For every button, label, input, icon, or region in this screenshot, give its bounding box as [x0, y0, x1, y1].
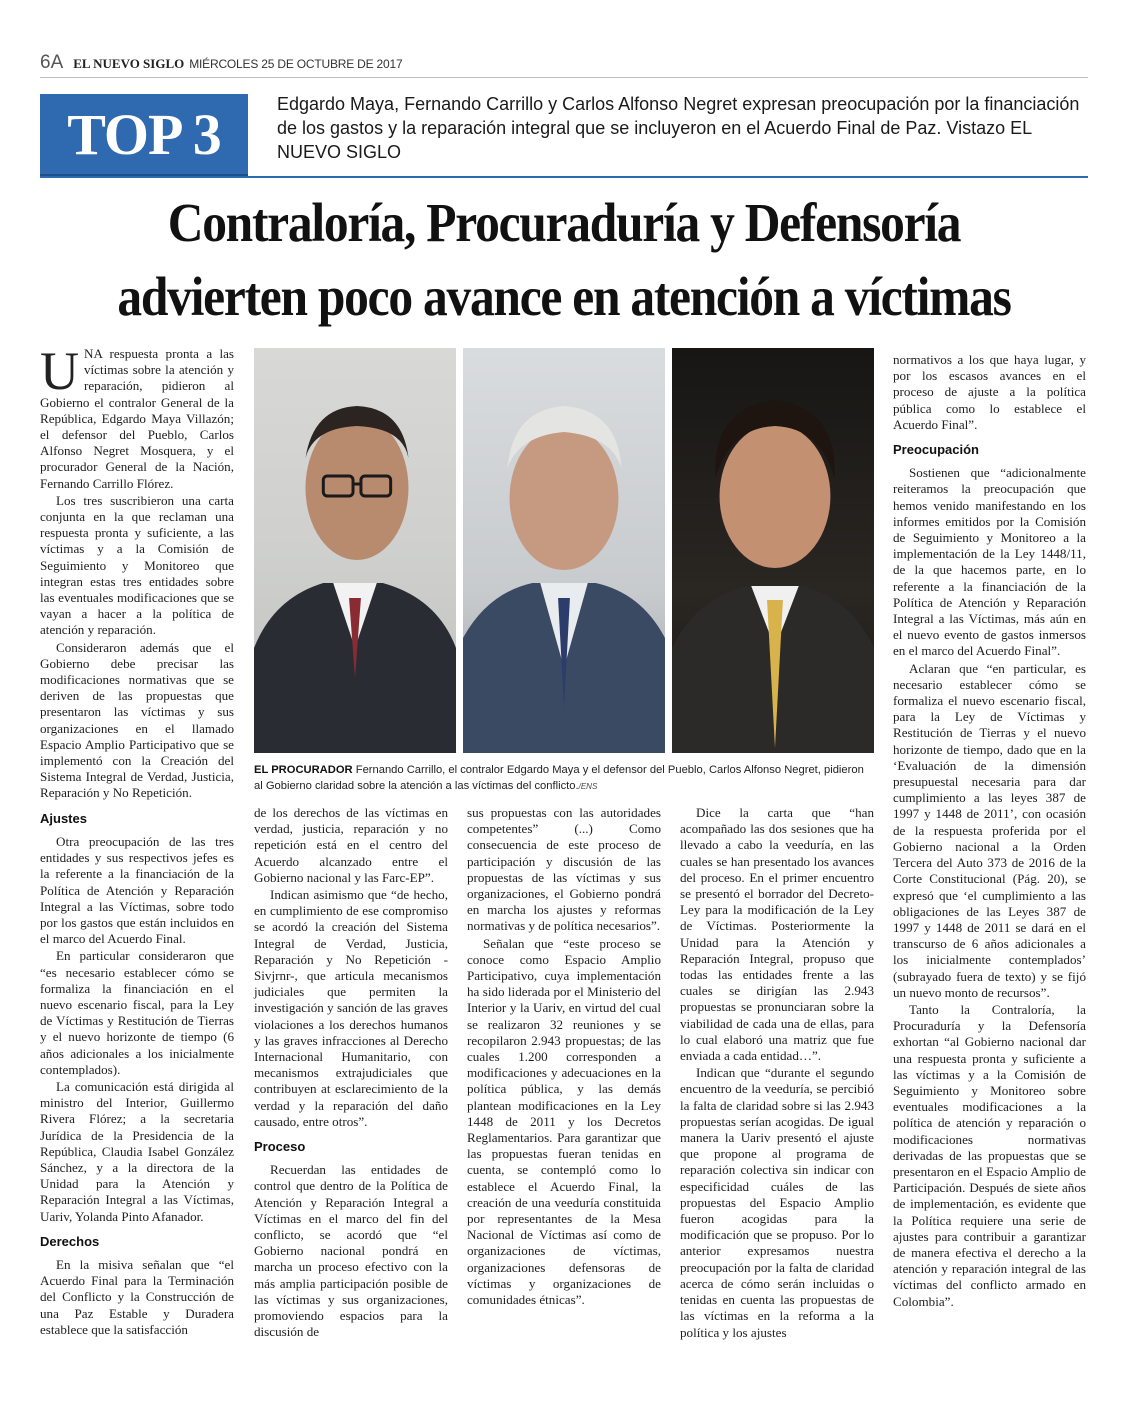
kicker-divider	[40, 176, 1088, 178]
portrait-man-glasses-icon	[254, 348, 456, 753]
paragraph: normativos a los que haya lugar, y por los escasos avances en el proceso de ajuste a la política pública como lo establece el Acuerdo Final”.	[893, 352, 1086, 432]
paragraph: La comunicación está dirigida al ministro del Interior, Guillermo Rivera Flórez; a la secretaria Jurídica de la Presidencia de la República, Claudia Isabel González Sánchez, y a la directora de la Unidad para la Atención y Reparación Integral a las Víctimas, Uariv, Yolanda Pinto Afanador.	[40, 1078, 234, 1224]
caption-label: EL PROCURADOR	[254, 764, 353, 776]
headline-line-1: Contraloría, Procuraduría y Defensoría	[167, 192, 961, 253]
page-number: 6A	[40, 52, 64, 73]
folio	[40, 52, 1088, 78]
paragraph: En la misiva señalan que “el Acuerdo Final para la Terminación del Conflicto y la Construcción de una Paz Estable y Duradera establece que la satisfacción	[40, 1256, 234, 1337]
article-column-4	[680, 805, 874, 1342]
subhead-proceso: Proceso	[254, 1139, 306, 1155]
paragraph: Indican asimismo que “de hecho, en cumplimiento de ese compromiso se acordó la creación del Sistema Integral de Verdad, Justicia, Reparación y No Repetición -Sivjrnr-, que articula mecanismos judiciales que permiten la investigación y sanción de las graves violaciones a los derechos humanos y las graves infracciones al Derecho Internacional Humanitario, con mecanismos extrajudiciales que contribuyen at esclarecimiento de la verdad y la reparación del daño causado, entre otros”.	[254, 887, 448, 1129]
headline	[92, 186, 1035, 334]
article-column-3	[467, 805, 661, 1309]
paragraph: Indican que “durante el segundo encuentro de la veeduría, se percibió la falta de claridad sobre si las 2.943 propuestas serían acogidas. De igual manera la Uariv presentó el ajuste que propone al programa de reparación colectiva sin indicar con especificidad cuáles de las propuestas del Espacio Amplio fueron acogidas para la modificación que se propuso. Por lo anterior expresamos nuestra preocupación por la falta de claridad acerca de cómo serán incluidas o tenidas en cuenta las propuestas de las víctimas en la reforma a la política y los ajustes	[680, 1065, 874, 1340]
photo-caption	[254, 762, 874, 795]
portrait-man-speaking-icon	[672, 348, 874, 753]
portrait-man-grey-hair-icon	[463, 348, 665, 753]
subhead-preocupacion: Preocupación	[893, 442, 979, 458]
photo-credit: /ENS	[578, 782, 598, 791]
paragraph: Consideraron además que el Gobierno debe precisar las modificaciones normativas que se deriven de las propuestas que presentaron las víctimas y sus organizaciones en el llamado Espacio Amplio Participativo que se implementó con la Creación del Sistema Integral de Verdad, Justicia, Reparación y No Repetición.	[40, 639, 234, 801]
subhead-derechos: Derechos	[40, 1233, 100, 1249]
paragraph: Recuerdan las entidades de control que dentro de la Política de Atención y Reparación Integral a Víctimas en el marco del fin del conflicto, se acordó que “el Gobierno nacional pondrá en marcha un proceso efectivo con la más amplia participación posible de las víctimas y sus organizaciones, promoviendo espacios para la discusión de	[254, 1162, 448, 1340]
article-column-2	[254, 805, 448, 1342]
photo-contralor	[463, 348, 665, 753]
headline-line-2: advierten poco avance en atención a víctimas	[117, 266, 1011, 327]
photo-defensor	[672, 348, 874, 753]
paragraph: Los tres suscribieron una carta conjunta en la que reclaman una respuesta pronta y suficiente, a las víctimas y a la Comisión de Seguimiento y Monitoreo que integran estas tres entidades sobre las eventuales modificaciones que se vayan a hacer a la política de atención y reparación.	[40, 492, 234, 638]
photo-procurador	[254, 348, 456, 753]
section-banner	[40, 94, 248, 178]
paragraph: sus propuestas con las autoridades competentes” (...) Como consecuencia de este proceso de participación y discusión de las propuestas de las víctimas y sus organizaciones, el Gobierno pondrá en marcha los ajustes y reformas normativas y de política necesarios”.	[467, 805, 661, 934]
photo-strip	[254, 348, 874, 753]
caption-text: Fernando Carrillo, el contralor Edgardo Maya y el defensor del Pueblo, Carlos Alfonso Negret, pidieron al Gobierno claridad sobre la atención a las víctimas del conflicto.	[254, 764, 864, 792]
paragraph: Dice la carta que “han acompañado las dos sesiones que ha llevado a cabo la veeduría, en las cuales se han presentado los avances del proceso. En el primer encuentro se presentó el borrador del Decreto-Ley para la modificación de la Ley de Víctimas. Posteriormente la Unidad para la Atención y Reparación Integral, propuso que todas las entidades frente a las cuales se dirigían las 2.943 propuestas se pronunciaran sobre la viabilidad de cada una de ellas, para lo cual elaboró una matriz que fue enviada a cada entidad…”.	[680, 805, 874, 1064]
paragraph: Señalan que “este proceso se conoce como Espacio Amplio Participativo, cuya implementación ha sido liderada por el Ministerio del Interior y la Uariv, en virtud del cual se realizaron 32 reuniones y se recopilaron 2.943 propuestas; de las cuales 1.200 corresponden a modificaciones y adecuaciones en la política pública, y las demás plantean modificaciones en la Ley 1448 de 2011 y los Decretos Reglamentarios. Para garantizar que las propuestas fueran tenidas en cuenta, se contempló como lo establece el Acuerdo Final, la creación de una veeduría constituida por representantes de la Mesa Nacional de Víctimas así como de organizaciones de víctimas, organizaciones defensoras de víctimas y organizaciones de comunidades étnicas”.	[467, 935, 661, 1308]
issue-date: MIÉRCOLES 25 DE OCTUBRE DE 2017	[189, 57, 403, 71]
article-column-1	[40, 341, 234, 1339]
paragraph: Otra preocupación de las tres entidades y sus respectivos jefes es la referente a la financiación de la Política de Atención y Reparación Integral a las Víctimas, sobre todo por los gastos que están incluidos en el marco del Acuerdo Final.	[40, 833, 234, 947]
newspaper-name: EL NUEVO SIGLO	[73, 56, 185, 71]
paragraph: En particular consideraron que “es necesario establecer cómo se formaliza la financiación en el nuevo escenario fiscal, para la Ley de Víctimas y Restitución de Tierras y el nuevo horizonte de tiempo (6 años adicionales a los inicialmente contemplados).	[40, 948, 234, 1077]
subhead-ajustes: Ajustes	[40, 810, 87, 826]
paragraph: Sostienen que “adicionalmente reiteramos la preocupación que hemos venido manifestando en los informes emitidos por la Comisión de Seguimiento y Monitoreo a la implementación de la Ley 1448/11, de la que hacemos parte, en lo referente a la financiación de la Política de Atención y Reparación Integral a las Víctimas, más aún en el nuevo evento de gastos inmersos en el marco del Acuerdo Final”.	[893, 465, 1086, 659]
paragraph: de los derechos de las víctimas en verdad, justicia, reparación y no repetición está en el centro del Acuerdo alcanzado entre el Gobierno nacional y las Farc-EP”.	[254, 805, 448, 885]
paragraph: Tanto la Contraloría, la Procuraduría y la Defensoría exhortan “al Gobierno nacional dar una respuesta pronta y suficiente a las víctimas y a la Comisión de Seguimiento y Monitoreo sobre eventuales modificaciones a la política de atención y reparación o modificaciones normativas derivadas de las propuestas que se presentaron en el Espacio Amplio de Participación. Después de siete años de implementación, es evidente que la Política requiere una serie de ajustes para contribuir a garantizar de manera efectiva el derecho a la atención y reparación integral de las víctimas del conflicto armado en Colombia”.	[893, 1001, 1086, 1309]
section-label: TOP 3	[67, 101, 221, 167]
article-column-5	[893, 352, 1086, 1311]
paragraph: Aclaran que “en particular, es necesario establecer cómo se formaliza el nuevo escenario fiscal, para la Ley de Víctimas y Restitución de Tierras y el nuevo horizonte de tiempo, dado que en la ‘Evaluación de la dimensión presupuestal necesaria para dar cumplimiento a las leyes 387 de 1997 y 1448 de 2011’, con ocasión de la respuesta proferida por el Gobierno nacional a la Orden Tercera del Auto 373 de 2016 de la Corte Constitucional (Pág. 20), se expresó que ‘el cumplimiento a las obligaciones de las Leyes 387 de 1997 y 1448 de 2011 se dará en el transcurso de 6 años adicionales a los inicialmente contemplados’ (subrayado fuera de texto) y se fijó un nuevo monto de recursos”.	[893, 660, 1086, 1000]
kicker-text: Edgardo Maya, Fernando Carrillo y Carlos Alfonso Negret expresan preocupación por la financiación de los gastos y la reparación integral que se incluyeron en el Acuerdo Final de Paz. Vistazo EL NUEVO SIGLO	[277, 94, 1080, 162]
drop-cap: U	[40, 341, 79, 401]
lead-paragraph: UNA respuesta pronta a las víctimas sobre la atención y reparación, pidieron al Gobierno el contralor General de la República, Edgardo Maya Villazón; el defensor del Pueblo, Carlos Alfonso Negret Mosquera, y el procurador General de la Nación, Fernando Carrillo Flórez.	[40, 341, 234, 491]
